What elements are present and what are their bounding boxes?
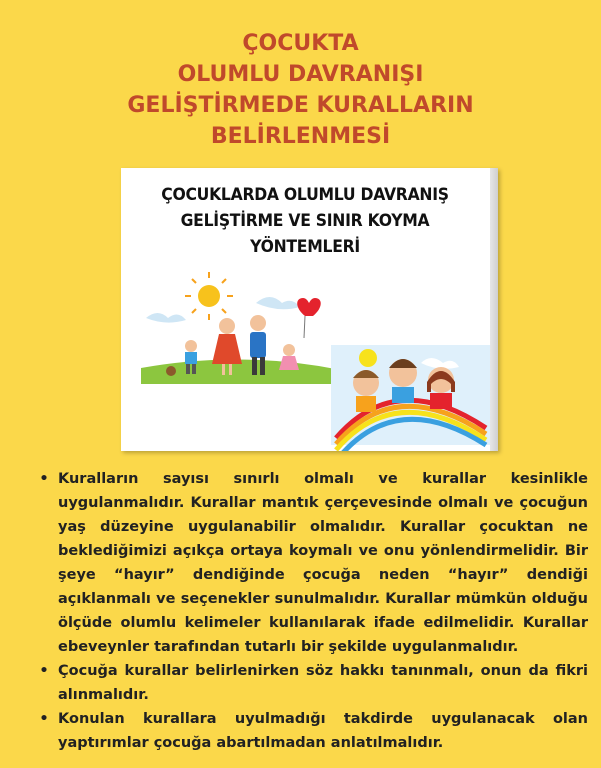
sun-icon bbox=[185, 272, 233, 320]
page-title-line: GELİŞTİRMEDE KURALLARIN bbox=[127, 93, 474, 118]
list-item bbox=[38, 659, 588, 707]
family-illustration bbox=[121, 168, 498, 451]
rules-list bbox=[38, 467, 588, 755]
bullet-icon: • bbox=[39, 471, 49, 487]
list-item bbox=[38, 467, 588, 659]
page-title-line: OLUMLU DAVRANIŞI bbox=[177, 62, 424, 87]
book-cover-title-line: ÇOCUKLARDA OLUMLU DAVRANIŞ bbox=[161, 185, 449, 205]
book-cover-image bbox=[121, 168, 498, 451]
child-figure bbox=[427, 367, 455, 409]
list-item-text: Kuralların sayısı sınırlı olmalı ve kurallar kesinlikle uygulanmalıdır. Kurallar mantık çerçevesinde olmalı ve çocuğun yaş düzeyine uygulanabilir olmalıdır. Kurallar çocuktan ne beklediğimizi açıkça ortaya koymalı ve onu yönlendirmelidir. Bir şeye “hayır” dendiğinde çocuğa neden “hayır” dendiği açıklanmalı ve seçenekler sunulmalıdır. Kurallar mümkün olduğu ölçüde olumlu kelimeler kullanılarak ifade edilmelidir. Kurallar ebeveynler tarafından tutarlı bir şekilde uygulanmalıdır. bbox=[58, 471, 588, 655]
page-title bbox=[0, 28, 601, 152]
book-cover-title-line: GELİŞTİRME VE SINIR KOYMA bbox=[180, 211, 430, 231]
list-item-text: Çocuğa kurallar belirlenirken söz hakkı tanınmalı, onun da fikri alınmalıdır. bbox=[58, 663, 588, 703]
bullet-icon: • bbox=[39, 711, 49, 727]
child-figure bbox=[353, 370, 379, 412]
rainbow-scene bbox=[331, 345, 490, 451]
page-title-line: ÇOCUKTA bbox=[242, 31, 359, 56]
list-item-text: Konulan kurallara uyulmadığı takdirde uygulanacak olan yaptırımlar çocuğa abartılmadan anlatılmalıdır. bbox=[58, 711, 588, 751]
book-cover-title-line: YÖNTEMLERİ bbox=[250, 237, 360, 257]
bullet-icon: • bbox=[39, 663, 49, 679]
page-title-line: BELİRLENMESİ bbox=[210, 124, 391, 149]
heart-balloon bbox=[297, 298, 321, 338]
girl-figure bbox=[279, 344, 299, 370]
child-figure bbox=[389, 359, 417, 403]
list-item bbox=[38, 707, 588, 755]
